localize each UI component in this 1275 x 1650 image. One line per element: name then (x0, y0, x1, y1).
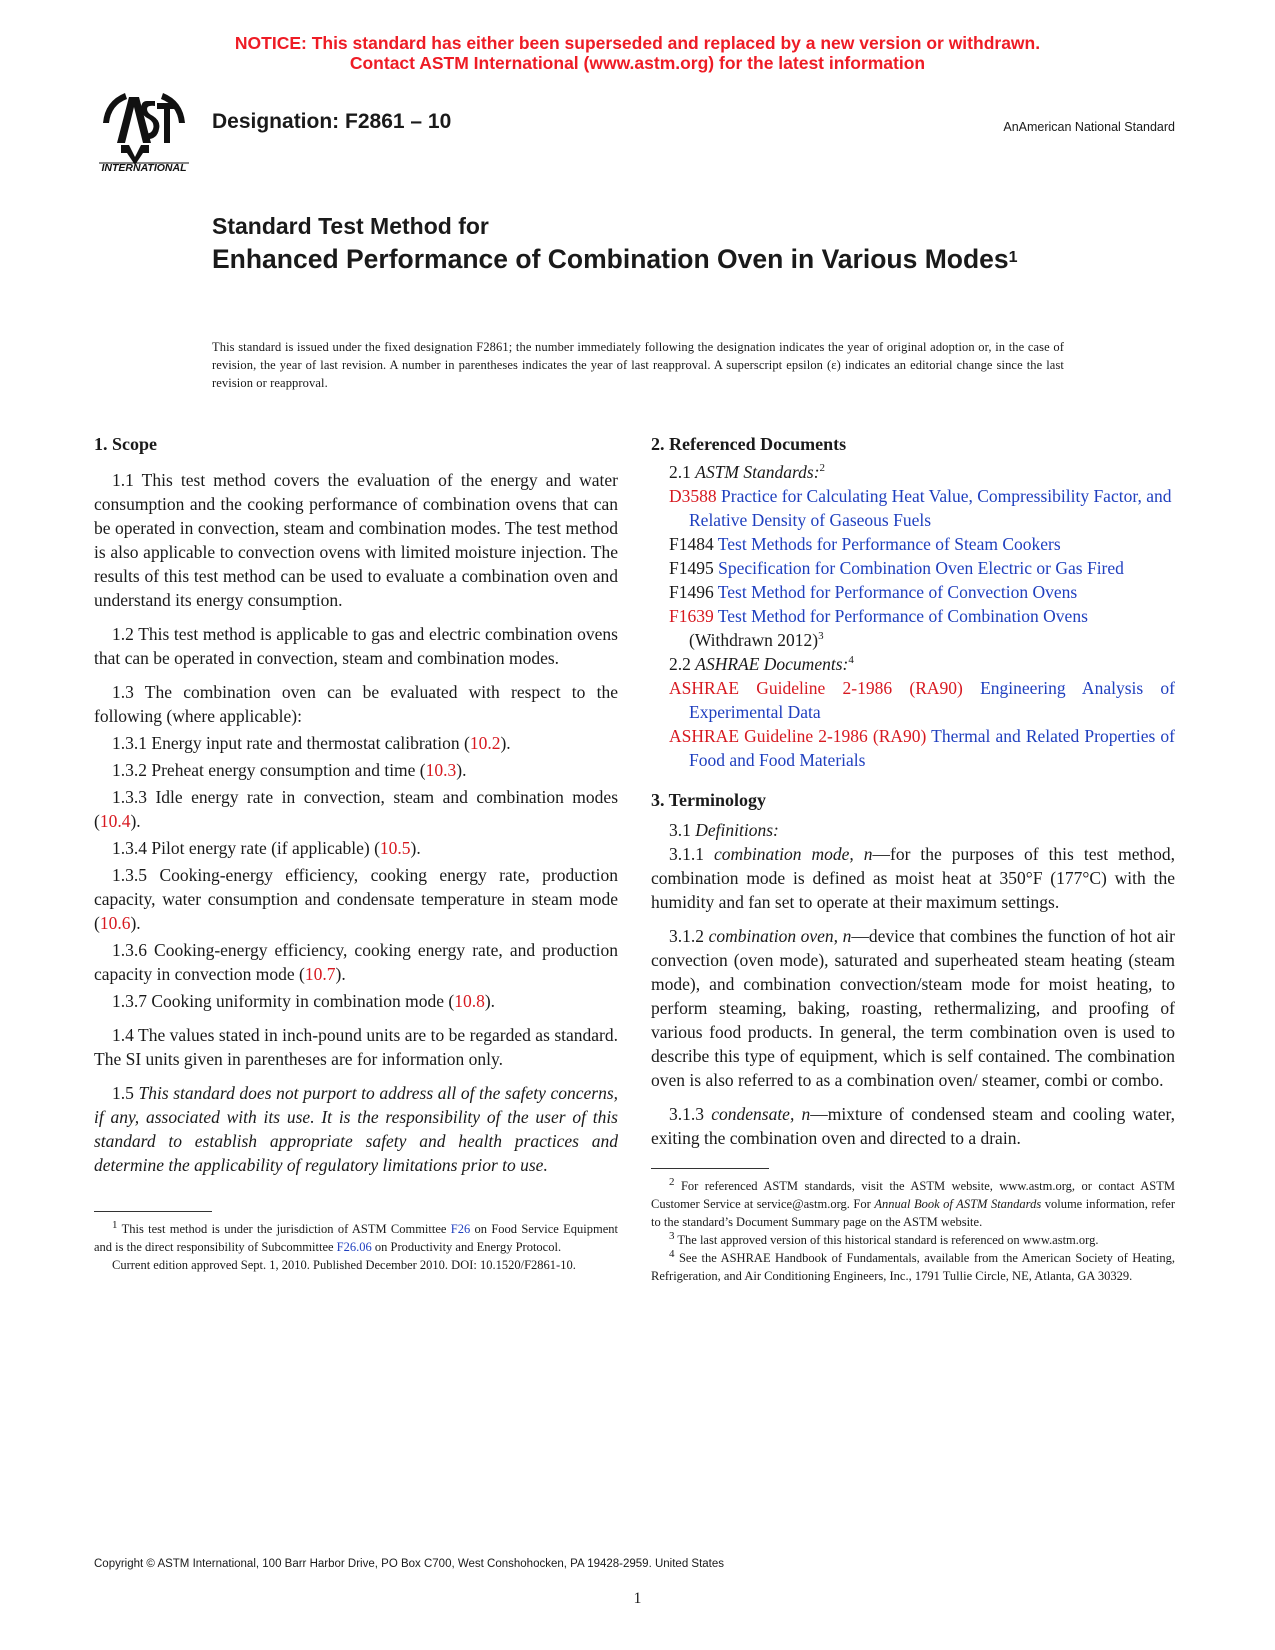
item-1-3-3: 1.3.3 Idle energy rate in convection, steam and combination modes (10.4). (94, 787, 618, 831)
subcommittee-link[interactable]: F26.06 (336, 1240, 372, 1254)
footnote-4: 4 See the ASHRAE Handbook of Fundamentals, available from the American Society of Heating, Refrigeration, and Air Conditioning Engineers, Inc., 1791 Tullie Circle, NE, Atlanta, GA 30329. (651, 1247, 1175, 1283)
item-1-3-6: 1.3.6 Cooking-energy efficiency, cooking energy rate, and production capacity in convection mode (10.7). (94, 940, 618, 984)
ashrae-code-link[interactable]: ASHRAE Guideline 2-1986 (RA90) (669, 726, 927, 746)
left-column (94, 432, 618, 1274)
standard-title-link[interactable]: Test Method for Performance of Combination Ovens (717, 606, 1088, 626)
ashrae-code-link[interactable]: ASHRAE Guideline 2-1986 (RA90) (669, 678, 963, 698)
title-line-1: Standard Test Method for (212, 213, 489, 239)
designation: Designation: F2861 – 10 (212, 110, 452, 133)
section-link[interactable]: 10.3 (425, 760, 457, 780)
title-main: Enhanced Performance of Combination Oven in Various Modes (212, 244, 1009, 274)
subsection-2-1: 2.1 ASTM Standards:$^2$ (669, 462, 826, 482)
footnote-2: 2 For referenced ASTM standards, visit the ASTM website, www.astm.org, or contact ASTM Customer Service at service@astm.org. For Annual Book of ASTM Standards volume information, refer to the standard’s Document Summary page on the ASTM website. (651, 1175, 1175, 1229)
standard-title-link[interactable]: Practice for Calculating Heat Value, Compressibility Factor, and Relative Density of Gaseous Fuels (689, 486, 1172, 530)
section-link[interactable]: 10.6 (99, 913, 131, 933)
section-link[interactable]: 10.5 (379, 838, 411, 858)
footnote-1: 1 This test method is under the jurisdiction of ASTM Committee F26 on Food Service Equipment and is the direct responsibility of Subcommittee F26.06 on Productivity and Energy Protocol. Current edition approved Sept. 1, 2010. Published December 2010. DOI: 10.1520/F2861-10. (94, 1218, 618, 1272)
section-heading-terminology: 3. Terminology (651, 790, 767, 810)
footnote-rule (94, 1211, 212, 1212)
reference-d3588 (651, 484, 1175, 532)
standard-code-link[interactable]: D3588 (669, 486, 717, 506)
footnote-rule (651, 1168, 769, 1169)
notice-line-2: Contact ASTM International (www.astm.org) for the latest information (349, 53, 926, 73)
item-1-3-2: 1.3.2 Preheat energy consumption and time (10.3). (112, 760, 467, 780)
ashrae-title-link[interactable]: Thermal and Related Properties of Food and Food Materials (689, 726, 1176, 770)
item-1-3-1: 1.3.1 Energy input rate and thermostat calibration (10.2). (112, 733, 511, 753)
issuance-note: This standard is issued under the fixed designation F2861; the number immediately following the designation indicates the year of original adoption or, in the case of revision, the year of last revision. A number in parentheses indicates the year of last reapproval. A superscript epsilon (ε) indicates an editorial change since the last revision or reapproval. (212, 340, 1064, 390)
para-1-1: 1.1 This test method covers the evaluation of the energy and water consumption and the cooking performance of combination ovens that can be operated in convection, steam and combination modes. The test method is also applicable to convection ovens with limited moisture injection. The results of this test method can be used to evaluate a combination oven and understand its energy consumption. (94, 470, 618, 610)
para-1-5: 1.5 This standard does not purport to address all of the safety concerns, if any, associated with its use. It is the responsibility of the user of this standard to establish appropriate safety and health practices and determine the applicability of regulatory limitations prior to use. (94, 1083, 619, 1175)
standard-title-link[interactable]: Test Methods for Performance of Steam Cookers (717, 534, 1061, 554)
section-heading-referenced: 2. Referenced Documents (651, 434, 847, 454)
standard-title-link[interactable]: Specification for Combination Oven Electric or Gas Fired (718, 558, 1124, 578)
para-1-4: 1.4 The values stated in inch-pound units are to be regarded as standard. The SI units given in parentheses are for information only. (94, 1025, 618, 1069)
para-1-3: 1.3 The combination oven can be evaluated with respect to the following (where applicable): (94, 682, 618, 726)
subsection-2-2: 2.2 ASHRAE Documents:$^4$ (669, 654, 854, 674)
right-column (651, 432, 1175, 1285)
copyright-line: Copyright © ASTM International, 100 Barr Harbor Drive, PO Box C700, West Conshohocken, PA 19428-2959. United States (94, 1558, 725, 1570)
item-1-3-4: 1.3.4 Pilot energy rate (if applicable) (10.5). (112, 838, 421, 858)
reference-ashrae-2 (651, 724, 1175, 772)
logo-international-text: INTERNATIONAL (101, 162, 187, 173)
definition-3-1-2: 3.1.2 combination oven, n—device that combines the function of hot air convection (oven mode), saturated and superheated steam heating (steam mode), and combination convection/steam mode for moist heating, to perform steaming, baking, roasting, rethermalizing, and proofing of various food products. In general, the term combination oven is used to describe this type of equipment, which is self contained. The combination oven is also referred to as a combination oven/ steamer, combi or combo. (651, 926, 1175, 1090)
reference-f1495: F1495 Specification for Combination Oven Electric or Gas Fired (669, 558, 1124, 578)
section-heading-scope: 1. Scope (94, 434, 157, 454)
section-link[interactable]: 10.8 (454, 991, 485, 1011)
title-footnote-mark[interactable]: 1 (1008, 249, 1018, 266)
definition-3-1-1: 3.1.1 combination mode, n—for the purposes of this test method, combination mode is defined as moist heat at 350°F (177°C) with the humidity and fan set to operate at their maximum settings. (651, 844, 1176, 912)
reference-f1639: F1639 Test Method for Performance of Combination Ovens (Withdrawn 2012)$^3$ (669, 606, 1088, 650)
definition-3-1-3: 3.1.3 condensate, n—mixture of condensed steam and cooling water, exiting the combination oven and directed to a drain. (651, 1104, 1175, 1148)
notice-line-1: NOTICE: This standard has either been superseded and replaced by a new version or withdrawn. (234, 33, 1041, 53)
footnotes-right (651, 1177, 1175, 1285)
reference-f1484: F1484 Test Methods for Performance of Steam Cookers (669, 534, 1061, 554)
subsection-3-1: 3.1 Definitions: (669, 820, 779, 840)
section-link[interactable]: 10.7 (304, 964, 336, 984)
footnote-3: 3 The last approved version of this historical standard is referenced on www.astm.org. (669, 1229, 1099, 1247)
page-number: 1 (633, 1590, 642, 1607)
national-standard-label: AnAmerican National Standard (1003, 120, 1175, 134)
standard-title-link[interactable]: Test Method for Performance of Convection Ovens (717, 582, 1078, 602)
standard-code-link[interactable]: F1639 (669, 606, 714, 626)
section-link[interactable]: 10.4 (99, 811, 131, 831)
ashrae-title-link[interactable]: Engineering Analysis of Experimental Data (689, 678, 1176, 722)
edition-note: Current edition approved Sept. 1, 2010. Published December 2010. DOI: 10.1520/F2861-10. (112, 1258, 576, 1272)
reference-ashrae-1 (651, 676, 1175, 724)
supersession-notice (0, 33, 1275, 73)
astm-logo (95, 83, 193, 173)
item-1-3-7: 1.3.7 Cooking uniformity in combination mode (10.8). (112, 991, 496, 1011)
title-line-2 (212, 243, 1112, 276)
section-link[interactable]: 10.2 (469, 733, 501, 753)
para-1-2: 1.2 This test method is applicable to gas and electric combination ovens that can be operated in convection, steam and combination modes. (94, 624, 618, 668)
committee-link[interactable]: F26 (450, 1222, 471, 1236)
item-1-3-5: 1.3.5 Cooking-energy efficiency, cooking energy rate, production capacity, water consumption and condensate temperature in steam mode (10.6). (94, 865, 618, 933)
reference-f1496: F1496 Test Method for Performance of Convection Ovens (669, 582, 1078, 602)
